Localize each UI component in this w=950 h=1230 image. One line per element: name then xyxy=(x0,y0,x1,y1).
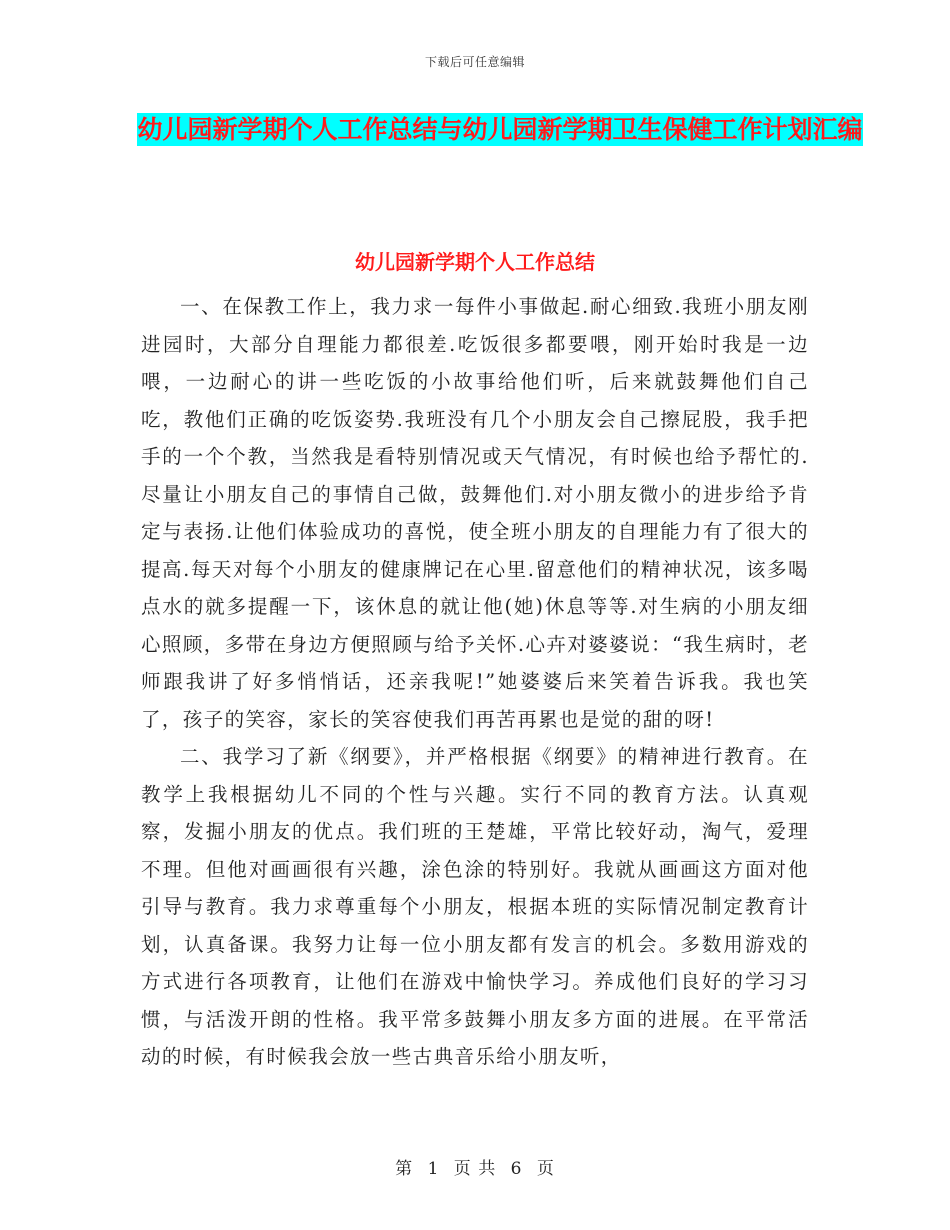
document-title-text: 幼儿园新学期个人工作总结与幼儿园新学期卫生保健工作计划汇编 xyxy=(137,115,863,144)
page-footer xyxy=(0,1154,950,1179)
body-text xyxy=(141,288,809,1076)
section-title: 幼儿园新学期个人工作总结 xyxy=(355,250,595,274)
current-page-number: 1 xyxy=(427,1159,440,1179)
footer-suffix: 页 xyxy=(536,1159,555,1179)
footer-prefix: 第 xyxy=(395,1159,414,1179)
document-title xyxy=(120,106,880,154)
footer-mid: 页 共 xyxy=(453,1159,497,1179)
paragraph: 二、我学习了新《纲要》，并严格根据《纲要》的精神进行教育。在教学上我根据幼儿不同的个性与兴趣。实行不同的教育方法。认真观察，发掘小朋友的优点。我们班的王楚雄，平常比较好动，淘气，爱理不理。但他对画画很有兴趣，涂色涂的特别好。我就从画画这方面对他引导与教育。我力求尊重每个小朋友，根据本班的实际情况制定教育计划，认真备课。我努力让每一位小朋友都有发言的机会。多数用游戏的方式进行各项教育，让他们在游戏中愉快学习。养成他们良好的学习习惯，与活泼开朗的性格。我平常多鼓舞小朋友多方面的进展。在平常活动的时候，有时候我会放一些古典音乐给小朋友听， xyxy=(141,745,809,1068)
paragraph: 一、在保教工作上，我力求一每件小事做起.耐心细致.我班小朋友刚进园时，大部分自理能力都很差.吃饭很多都要喂，刚开始时我是一边喂，一边耐心的讲一些吃饭的小故事给他们听，后来就鼓舞他们自己吃，教他们正确的吃饭姿势.我班没有几个小朋友会自己擦屁股，我手把手的一个个教，当然我是看特别情况或天气情况，有时候也给予帮忙的.尽量让小朋友自己的事情自己做，鼓舞他们.对小朋友微小的进步给予肯定与表扬.让他们体验成功的喜悦，使全班小朋友的自理能力有了很大的提高.每天对每个小朋友的健康牌记在心里.留意他们的精神状况，该多喝点水的就多提醒一下，该休息的就让他(她)休息等等.对生病的小朋友细心照顾，多带在身边方便照顾与给予关怀.心卉对婆婆说：“我生病时，老师跟我讲了好多悄悄话，还亲我呢!”她婆婆后来笑着告诉我。我也笑了，孩子的笑容，家长的笑容使我们再苦再累也是觉的甜的呀! xyxy=(141,295,809,731)
header-note: 下载后可任意编辑 xyxy=(424,55,525,69)
total-pages-number: 6 xyxy=(510,1159,523,1179)
